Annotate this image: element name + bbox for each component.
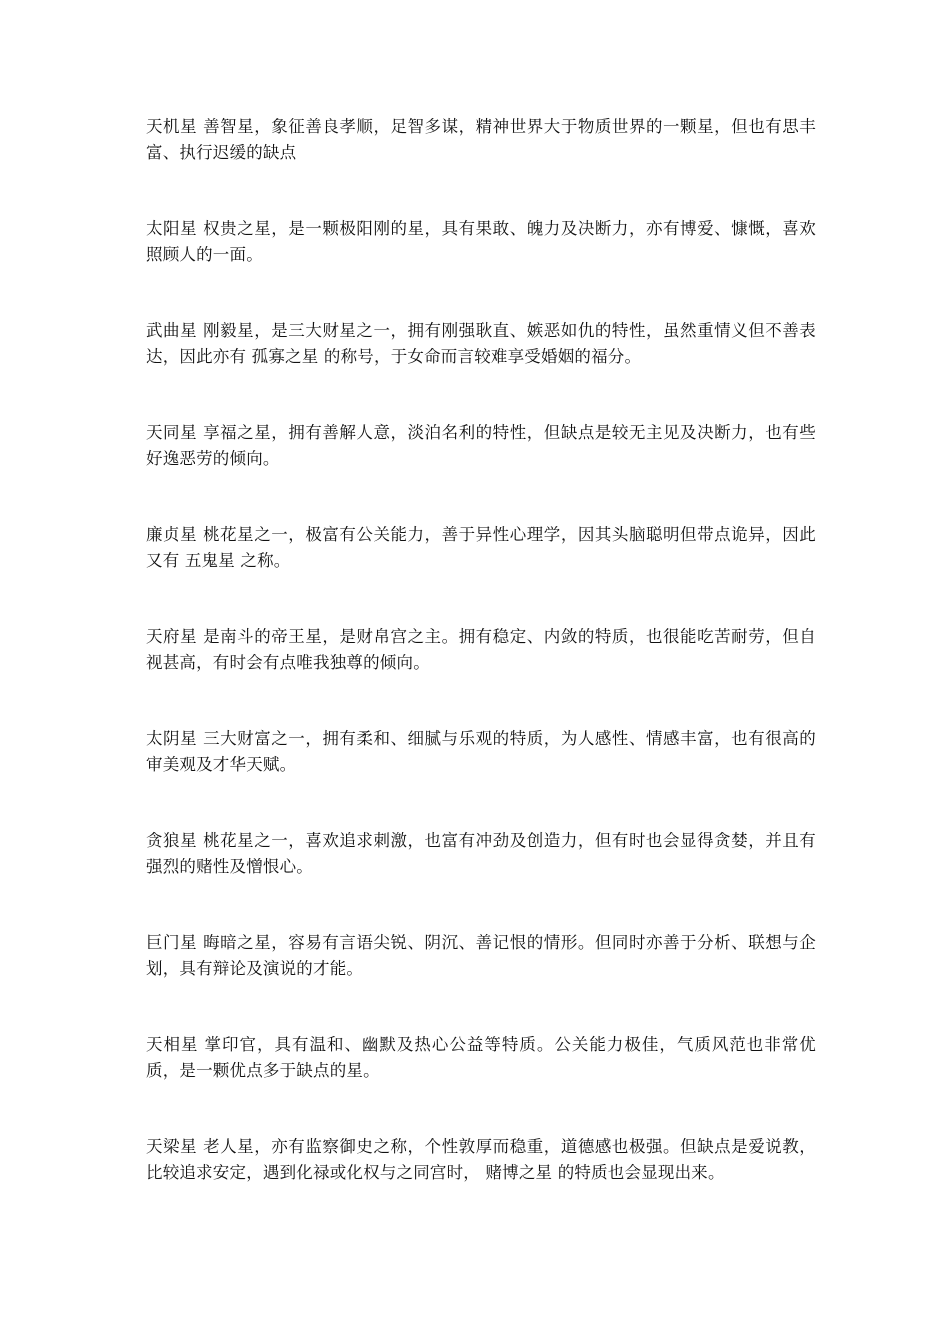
entry-text: 刚毅星，是三大财星之一，拥有刚强耿直、嫉恶如仇的特性，虽然重情义但不善表达，因此亦有 孤寡之星 的称号，于女命而言较难享受婚姻的福分。 [146, 321, 816, 366]
entry-tianji [146, 114, 816, 166]
entry-text: 是南斗的帝王星，是财帛宫之主。拥有稳定、内敛的特质，也很能吃苦耐劳，但自视甚高，有时会有点唯我独尊的倾向。 [146, 627, 816, 672]
entry-tianxiang [146, 1032, 816, 1084]
entry-tanlang [146, 828, 816, 880]
entry-name: 天相星 [146, 1035, 199, 1054]
entry-name: 天府星 [146, 627, 198, 646]
entry-text: 桃花星之一，极富有公关能力，善于异性心理学，因其头脑聪明但带点诡异，因此又有 五鬼星 之称。 [146, 525, 816, 570]
entry-text: 晦暗之星，容易有言语尖锐、阴沉、善记恨的情形。但同时亦善于分析、联想与企划，具有辩论及演说的才能。 [146, 933, 816, 978]
entry-text: 享福之星，拥有善解人意，淡泊名利的特性，但缺点是较无主见及决断力，也有些好逸恶劳的倾向。 [146, 423, 816, 468]
entry-name: 廉贞星 [146, 525, 198, 544]
entry-name: 太阳星 [146, 219, 198, 238]
entry-name: 贪狼星 [146, 831, 198, 850]
entry-wuqu [146, 318, 816, 370]
entry-name: 武曲星 [146, 321, 198, 340]
entry-taiyang [146, 216, 816, 268]
entry-taiyin [146, 726, 816, 778]
entry-name: 天同星 [146, 423, 198, 442]
entry-text: 老人星，亦有监察御史之称，个性敦厚而稳重，道德感也极强。但缺点是爱说教，比较追求安定，遇到化禄或化权与之同宫时， 赌博之星 的特质也会显现出来。 [146, 1137, 816, 1182]
entry-lianzhen [146, 522, 816, 574]
entry-text: 善智星，象征善良孝顺，足智多谋，精神世界大于物质世界的一颗星，但也有思丰富、执行迟缓的缺点 [146, 117, 816, 162]
entry-tiantong [146, 420, 816, 472]
entry-name: 天梁星 [146, 1137, 198, 1156]
entry-tianliang [146, 1134, 816, 1186]
entry-jumen [146, 930, 816, 982]
entry-text: 掌印官，具有温和、幽默及热心公益等特质。公关能力极佳，气质风范也非常优质，是一颗优点多于缺点的星。 [146, 1035, 816, 1080]
entry-text: 三大财富之一，拥有柔和、细腻与乐观的特质，为人感性、情感丰富，也有很高的审美观及才华天赋。 [146, 729, 816, 774]
entry-text: 桃花星之一，喜欢追求刺激，也富有冲劲及创造力，但有时也会显得贪婪，并且有强烈的赌性及憎恨心。 [146, 831, 816, 876]
entry-tianfu [146, 624, 816, 676]
entry-text: 权贵之星，是一颗极阳刚的星，具有果敢、魄力及决断力，亦有博爱、慷慨，喜欢照顾人的一面。 [146, 219, 816, 264]
entry-name: 天机星 [146, 117, 198, 136]
entry-name: 太阴星 [146, 729, 198, 748]
document-body [146, 114, 816, 1236]
entry-name: 巨门星 [146, 933, 198, 952]
